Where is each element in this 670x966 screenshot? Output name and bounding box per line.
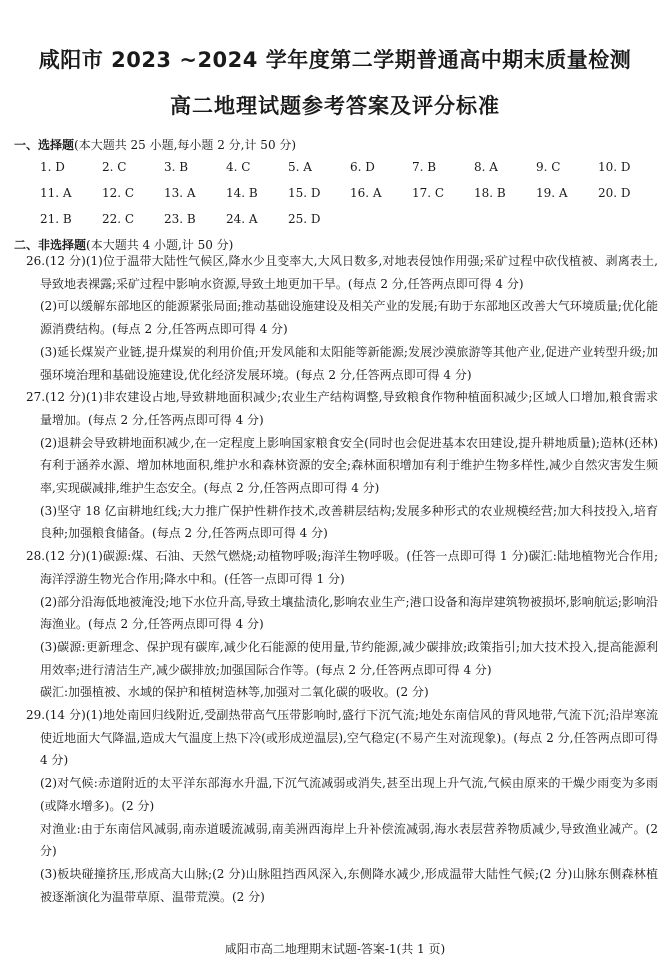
page-footer: 咸阳市高二地理期末试题-答案-1(共 1 页) (224, 942, 446, 956)
choice-answer: 21. B (40, 212, 72, 226)
page-title: 咸阳市 2023 ~2024 学年度第二学期普通高中期末质量检测 (38, 48, 632, 72)
choice-row (40, 212, 660, 238)
essay-answers (26, 250, 658, 908)
answer-paragraph: (3)碳源:更新理念、保护现有碳库,减少化石能源的使用量,节约能源,减少碳排放;政策指引;加大技术投入,提高能源利用效率;进行清洁生产,减少碳排放;加强国际合作等。(每点 2 分,任答两点即可得 4 分) (40, 639, 658, 677)
choice-answer: 20. D (598, 186, 631, 200)
choice-answer: 17. C (412, 186, 445, 200)
choice-answer: 22. C (102, 212, 135, 226)
choice-answer: 23. B (164, 212, 196, 226)
choice-answer: 6. D (350, 160, 375, 174)
choice-answer: 24. A (226, 212, 258, 226)
choice-answer: 4. C (226, 160, 251, 174)
choice-answer: 7. B (412, 160, 437, 174)
section-essay-title: 二、非选择题 (14, 238, 87, 252)
answer-paragraph: (2)对气候:赤道附近的太平洋东部海水升温,下沉气流减弱或消失,甚至出现上升气流,气候由原来的干燥少雨变为多雨(或降水增多)。(2 分) (40, 776, 658, 813)
answer-paragraph: 对渔业:由于东南信风减弱,南赤道暖流减弱,南美洲西海岸上升补偿流减弱,海水表层营养物质减少,导致渔业减产。(2 分) (40, 821, 658, 859)
answer-paragraph: (2)部分沿海低地被淹没;地下水位升高,导致土壤盐渍化,影响农业生产;港口设备和海岸建筑物被损坏,影响航运;影响沿海渔业。(每点 2 分,任答两点即可得 4 分) (40, 594, 658, 632)
answer-paragraph: (3)坚守 18 亿亩耕地红线;大力推广保护性耕作技术,改善耕层结构;发展多种形式的农业规模经营;加大科技投入,培育良种;加强粮食储备。(每点 2 分,任答两点即可得 4 分) (40, 503, 658, 541)
answer-paragraph: 碳汇:加强植被、水域的保护和植树造林等,加强对二氧化碳的吸收。(2 分) (40, 685, 429, 700)
choice-answer: 5. A (288, 160, 312, 174)
answer-paragraph: 27.(12 分)(1)非农建设占地,导致耕地面积减少;农业生产结构调整,导致粮食作物种植面积减少;区域人口增加,粮食需求量增加。(每点 2 分,任答两点即可得 4 分) (26, 390, 658, 427)
answer-paragraph: 26.(12 分)(1)位于温带大陆性气候区,降水少且变率大,大风日数多,对地表侵蚀作用强;采矿过程中砍伐植被、剥离表土,导致地表裸露;采矿过程中影响水资源,导致土地更加干旱。(每点 2 分,任答两点即可得 4 分) (26, 254, 658, 291)
choice-answer: 9. C (536, 160, 561, 174)
choice-answer: 19. A (536, 186, 568, 200)
choice-answer: 3. B (164, 160, 189, 174)
answer-paragraph: (3)板块碰撞挤压,形成高大山脉;(2 分)山脉阻挡西风深入,东侧降水减少,形成温带大陆性气候;(2 分)山脉东侧森林植被逐渐演化为温带草原、温带荒漠。(2 分) (40, 866, 658, 904)
choice-row (40, 186, 660, 212)
choice-answer: 14. B (226, 186, 258, 200)
choice-answer: 11. A (40, 186, 72, 200)
choice-answer: 12. C (102, 186, 135, 200)
choice-answer: 18. B (474, 186, 506, 200)
choice-answer: 2. C (102, 160, 127, 174)
choice-answer: 15. D (288, 186, 321, 200)
section-choice-heading (14, 136, 296, 154)
choice-row (40, 160, 660, 186)
choice-answer: 16. A (350, 186, 382, 200)
answer-paragraph: (3)延长煤炭产业链,提升煤炭的利用价值;开发风能和太阳能等新能源;发展沙漠旅游等其他产业,促进产业转型升级;加强环境治理和基础设施建设,优化经济发展环境。(每点 2 分,任答两点即可得 4 分) (40, 344, 658, 382)
choice-answer: 25. D (288, 212, 321, 226)
answer-paragraph: 29.(14 分)(1)地处南回归线附近,受副热带高气压带影响时,盛行下沉气流;地处东南信风的背风地带,气流下沉;沿岸寒流使近地面大气降温,造成大气温度上热下冷(或形成逆温层),空气稳定(不易产生对流现象)。(每点 2 分,任答两点即可得 4 分) (26, 708, 658, 768)
answer-paragraph: (2)退耕会导致耕地面积减少,在一定程度上影响国家粮食安全(同时也会促进基本农田建设,提升耕地质量);造林(还林)有利于涵养水源、增加林地面积,维护水和森林资源的安全;森林面积增加有利于维护生物多样性,减少自然灾害发生频率,实现碳减排,维护生态安全。(每点 2 分,任答两点即可得 4 分) (40, 435, 658, 496)
answer-paragraph: (2)可以缓解东部地区的能源紧张局面;推动基础设施建设及相关产业的发展;有助于东部地区改善大气环境质量;优化能源消费结构。(每点 2 分,任答两点即可得 4 分) (40, 299, 658, 337)
section-choice-note: (本大题共 25 小题,每小题 2 分,计 50 分) (74, 138, 297, 152)
section-choice-title: 一、选择题 (14, 138, 75, 152)
choice-answer: 10. D (598, 160, 631, 174)
section-essay-note: (本大题共 4 小题,计 50 分) (86, 238, 234, 252)
answer-paragraph: 28.(12 分)(1)碳源:煤、石油、天然气燃烧;动植物呼吸;海洋生物呼吸。(任答一点即可得 1 分)碳汇:陆地植物光合作用;海洋浮游生物光合作用;降水中和。(任答一点即可得 1 分) (26, 549, 658, 586)
choice-answer: 1. D (40, 160, 65, 174)
choice-answer-grid (40, 160, 660, 238)
choice-answer: 8. A (474, 160, 498, 174)
page-subtitle: 高二地理试题参考答案及评分标准 (170, 94, 500, 118)
choice-answer: 13. A (164, 186, 196, 200)
